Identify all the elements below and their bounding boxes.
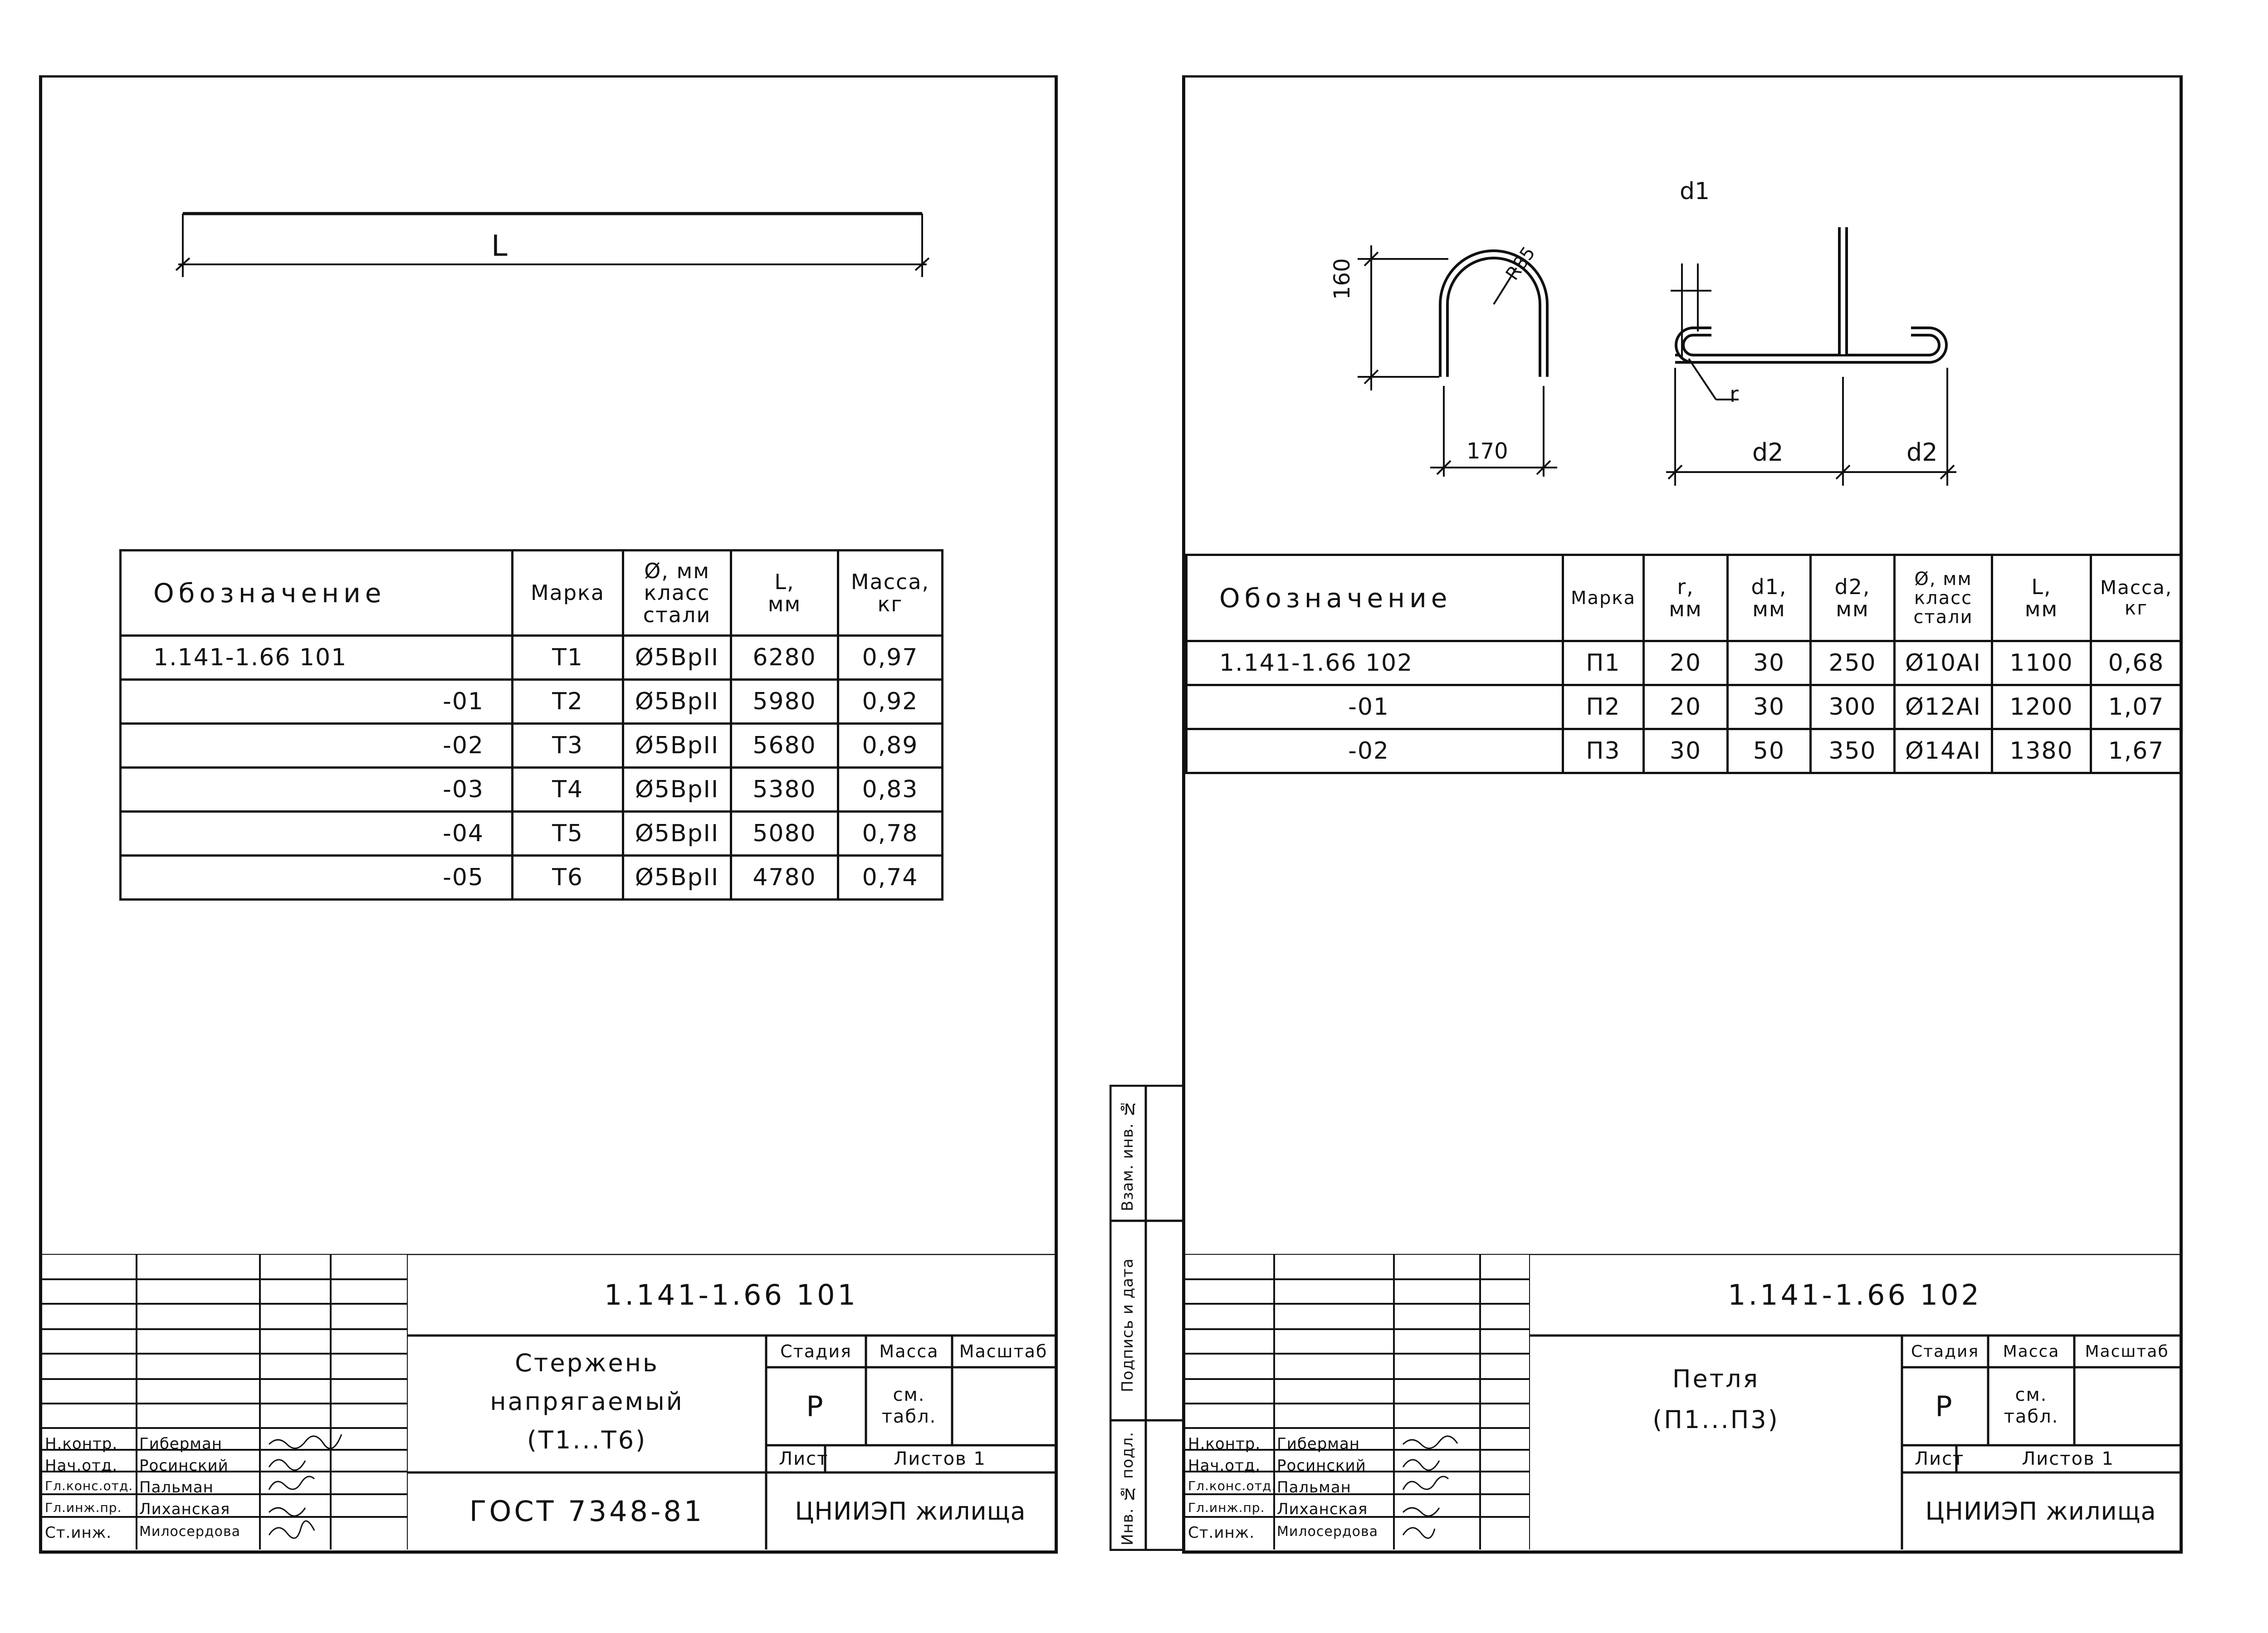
row-designation: 1.141-1.66 101 <box>121 636 513 680</box>
row-mark: Т4 <box>513 768 623 812</box>
stage-value: Р <box>1935 1389 1955 1423</box>
row-length: 5680 <box>731 724 838 768</box>
radius-label: R85 <box>1501 243 1540 284</box>
row-designation: 1.141-1.66 102 <box>1187 641 1563 685</box>
title-block <box>42 1254 1055 1550</box>
row-mark: Т1 <box>513 636 623 680</box>
header-diameter: Ø, мм класс стали <box>1895 555 1992 641</box>
row-designation: -01 <box>1187 685 1563 729</box>
signature-role: Н.контр. <box>45 1435 118 1453</box>
row-mass: 0,78 <box>838 812 943 856</box>
signature-role: Нач.отд. <box>1188 1457 1261 1475</box>
signature-role: Ст.инж. <box>45 1524 112 1542</box>
mass-value: см. табл. <box>2004 1384 2059 1427</box>
row-diameter: Ø10АI <box>1895 641 1992 685</box>
rod-spec-table <box>119 549 943 901</box>
row-diameter: Ø14АI <box>1895 729 1992 773</box>
sheet-label: Лист <box>1915 1448 1965 1469</box>
signature-role: Гл.инж.пр. <box>1188 1500 1265 1515</box>
signature-name: Пальман <box>1277 1478 1351 1497</box>
table-row <box>121 636 943 680</box>
document-code: 1.141-1.66 101 <box>604 1278 858 1311</box>
scale-label: Масштаб <box>959 1341 1048 1361</box>
row-r: 20 <box>1644 641 1728 685</box>
document-title-line3: (Т1...Т6) <box>527 1425 647 1454</box>
row-mass: 0,89 <box>838 724 943 768</box>
row-mass: 0,97 <box>838 636 943 680</box>
left-drawing-sheet <box>39 75 1058 1554</box>
document-title-line1: Стержень <box>515 1348 659 1377</box>
right-drawing-sheet <box>1182 75 2183 1554</box>
row-r: 20 <box>1644 685 1728 729</box>
stage-label: Стадия <box>780 1341 852 1361</box>
row-length: 1200 <box>1992 685 2091 729</box>
row-d2: 350 <box>1811 729 1895 773</box>
row-designation: -02 <box>121 724 513 768</box>
row-d1: 30 <box>1728 685 1811 729</box>
table-row <box>121 812 943 856</box>
row-d1: 30 <box>1728 641 1811 685</box>
signature-name: Гиберман <box>1277 1435 1360 1453</box>
document-code: 1.141-1.66 102 <box>1728 1278 1982 1311</box>
row-mark: П3 <box>1563 729 1644 773</box>
row-d1: 50 <box>1728 729 1811 773</box>
stamp-sign-date: Подпись и дата <box>1119 1258 1137 1392</box>
signature-name: Росинский <box>1277 1457 1366 1475</box>
row-diameter: Ø5ВрII <box>623 812 731 856</box>
side-stamp <box>1110 1085 1185 1551</box>
row-mark: П2 <box>1563 685 1644 729</box>
header-diameter: Ø, мм класс стали <box>623 551 731 636</box>
standard-reference: ГОСТ 7348-81 <box>469 1494 705 1528</box>
document-title-line2: (П1...П3) <box>1652 1405 1779 1434</box>
signature-role: Гл.конс.отд. <box>45 1478 133 1493</box>
table-row <box>121 856 943 900</box>
mass-label: Масса <box>2003 1342 2060 1361</box>
row-mass: 0,92 <box>838 680 943 724</box>
row-designation: -04 <box>121 812 513 856</box>
signature-role: Гл.инж.пр. <box>45 1500 122 1515</box>
signature-name: Лиханская <box>139 1500 230 1518</box>
row-mark: Т2 <box>513 680 623 724</box>
header-mass: Масса, кг <box>2091 555 2182 641</box>
document-title-line1: Петля <box>1672 1364 1760 1393</box>
sheets-count: Листов 1 <box>2022 1448 2114 1469</box>
signature-role: Ст.инж. <box>1188 1524 1255 1542</box>
row-length: 6280 <box>731 636 838 680</box>
header-mass: Масса, кг <box>838 551 943 636</box>
row-diameter: Ø5ВрII <box>623 636 731 680</box>
loop-drawing <box>1321 168 2002 495</box>
header-length: L, мм <box>1992 555 2091 641</box>
organization-name: ЦНИИЭП жилища <box>795 1497 1026 1526</box>
signature-name: Росинский <box>139 1457 229 1475</box>
stage-value: Р <box>806 1389 826 1423</box>
signature-role: Нач.отд. <box>45 1457 118 1475</box>
signature-name: Милосердова <box>139 1524 241 1540</box>
row-diameter: Ø12АI <box>1895 685 1992 729</box>
row-diameter: Ø5ВрII <box>623 724 731 768</box>
d2-left-label: d2 <box>1752 438 1784 467</box>
row-designation: -01 <box>121 680 513 724</box>
sheet-label: Лист <box>779 1448 829 1469</box>
row-mark: Т3 <box>513 724 623 768</box>
row-mark: Т6 <box>513 856 623 900</box>
title-block <box>1185 1254 2180 1550</box>
signature-name: Гиберман <box>139 1435 223 1453</box>
loop-height-label: 160 <box>1330 258 1355 300</box>
signature-name: Пальман <box>139 1478 214 1497</box>
row-mass: 1,07 <box>2091 685 2182 729</box>
header-length: L, мм <box>731 551 838 636</box>
rod-drawing <box>169 200 940 309</box>
row-d2: 250 <box>1811 641 1895 685</box>
stamp-inv-replace: Взам. инв. № <box>1119 1099 1137 1211</box>
row-designation: -02 <box>1187 729 1563 773</box>
header-designation: Обозначение <box>1187 555 1563 641</box>
loop-spec-table <box>1185 554 2183 774</box>
loop-width-label: 170 <box>1466 439 1508 464</box>
table-row <box>1187 729 2182 773</box>
row-length: 5080 <box>731 812 838 856</box>
mass-value: см. табл. <box>881 1384 937 1427</box>
row-diameter: Ø5ВрII <box>623 680 731 724</box>
organization-name: ЦНИИЭП жилища <box>1925 1497 2156 1526</box>
header-mark: Марка <box>513 551 623 636</box>
stamp-inv-orig: Инв. № подл. <box>1119 1431 1137 1545</box>
header-designation: Обозначение <box>121 551 513 636</box>
table-row <box>121 724 943 768</box>
signature-name: Милосердова <box>1277 1524 1378 1540</box>
row-mark: П1 <box>1563 641 1644 685</box>
table-row <box>1187 641 2182 685</box>
stage-label: Стадия <box>1911 1342 1980 1361</box>
row-length: 5380 <box>731 768 838 812</box>
row-mass: 0,83 <box>838 768 943 812</box>
row-diameter: Ø5ВрII <box>623 768 731 812</box>
row-length: 1100 <box>1992 641 2091 685</box>
header-mark: Марка <box>1563 555 1644 641</box>
header-r: r, мм <box>1644 555 1728 641</box>
row-designation: -05 <box>121 856 513 900</box>
header-d1: d1, мм <box>1728 555 1811 641</box>
row-d2: 300 <box>1811 685 1895 729</box>
signature-name: Лиханская <box>1277 1500 1368 1518</box>
header-d2: d2, мм <box>1811 555 1895 641</box>
row-mass: 1,67 <box>2091 729 2182 773</box>
d1-label: d1 <box>1680 178 1710 205</box>
sheets-count: Листов 1 <box>894 1448 986 1469</box>
row-mark: Т5 <box>513 812 623 856</box>
table-row <box>1187 685 2182 729</box>
signature-role: Гл.конс.отд. <box>1188 1478 1276 1493</box>
table-row <box>121 680 943 724</box>
row-mass: 0,68 <box>2091 641 2182 685</box>
signature-role: Н.контр. <box>1188 1435 1261 1453</box>
document-title-line2: напрягаемый <box>490 1387 684 1416</box>
row-length: 1380 <box>1992 729 2091 773</box>
r-label: r <box>1730 382 1739 407</box>
mass-label: Масса <box>879 1341 939 1361</box>
row-r: 30 <box>1644 729 1728 773</box>
row-designation: -03 <box>121 768 513 812</box>
row-length: 4780 <box>731 856 838 900</box>
row-length: 5980 <box>731 680 838 724</box>
rod-length-label: L <box>491 229 508 263</box>
d2-right-label: d2 <box>1906 438 1938 467</box>
row-diameter: Ø5ВрII <box>623 856 731 900</box>
scale-label: Масштаб <box>2085 1342 2169 1361</box>
row-mass: 0,74 <box>838 856 943 900</box>
table-row <box>121 768 943 812</box>
